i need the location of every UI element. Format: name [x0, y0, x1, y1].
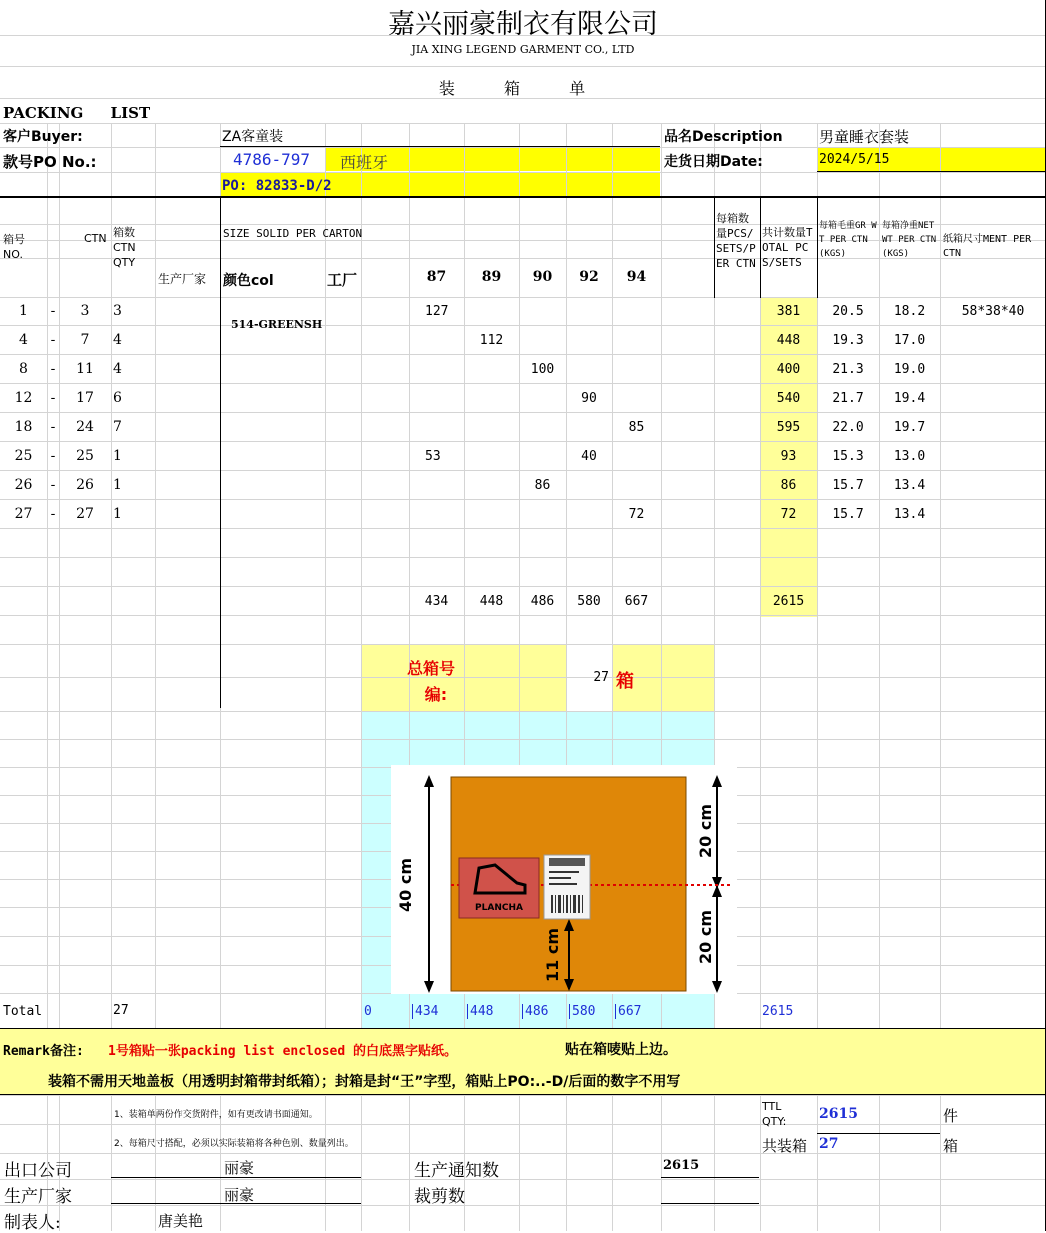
grid-line [661, 1095, 662, 1231]
row-size-qty: 72 [628, 507, 645, 522]
row-net-weight: 13.0 [893, 449, 926, 464]
grid-line [111, 1095, 112, 1231]
grid-line [661, 1203, 759, 1204]
row-dash: - [50, 419, 56, 435]
date-label: 走货日期Date: [664, 154, 763, 170]
size-total: 434 [424, 594, 449, 609]
ctn-total-value: 27 [819, 1136, 839, 1152]
arrow-head-icon [712, 775, 722, 787]
grid-line [0, 739, 1046, 740]
style-no-value: 4786-797 [233, 150, 311, 169]
grid-line [0, 172, 1046, 173]
yellow-fill [410, 148, 660, 171]
production-notice-label: 生产通知数 [414, 1161, 499, 1181]
size-head-89: 89 [481, 269, 502, 285]
row-dash: - [50, 361, 56, 377]
col-size-solid: SIZE SOLID PER CARTON [223, 227, 363, 240]
grid-line [760, 1095, 761, 1231]
company-name-en: JIA XING LEGEND GARMENT CO., LTD [411, 43, 635, 56]
brand-label-text: PLANCHA [475, 903, 523, 913]
row-from: 27 [14, 506, 33, 522]
row-size-qty: 53 [425, 449, 441, 464]
document-title-cn: 装 箱 单 [438, 79, 608, 98]
ttl-qty-unit: 件 [943, 1107, 959, 1125]
row-net-weight: 19.4 [893, 391, 926, 406]
total-boxes-unit: 箱 [616, 671, 634, 692]
buyer-value: ZA客童装 [222, 129, 284, 145]
row-to: 24 [76, 419, 94, 435]
row-dash: - [50, 477, 56, 493]
size-head-87: 87 [426, 269, 447, 285]
grid-line [0, 711, 1046, 712]
row-from: 26 [14, 477, 33, 493]
row-measurement: 58*38*40 [961, 304, 1025, 319]
row-from: 12 [14, 390, 33, 406]
row-net-weight: 18.2 [893, 304, 926, 319]
total-size-qty: 580 [569, 1004, 595, 1019]
row-qty: 3 [113, 303, 122, 319]
row-total: 448 [776, 333, 801, 348]
arrow-head-icon [712, 885, 722, 897]
row-qty: 1 [113, 448, 122, 464]
arrow-head-icon [424, 981, 434, 993]
remark-line-2: 装箱不需用天地盖板（用透明封箱带封纸箱）；封箱是封“王”字型，箱贴上PO:..-D/后面的数字不用写 [48, 1074, 681, 1090]
grid-line [0, 615, 1046, 616]
row-total: 400 [776, 362, 801, 377]
producer-value: 丽豪 [224, 1186, 255, 1204]
col-total-pcs: 共计数量TOTAL PCS/SETS [762, 226, 813, 269]
grid-line [817, 171, 1046, 172]
description-label: 品名Description [664, 129, 783, 145]
col-ctn-qty: 箱数CTN QTY [113, 226, 136, 269]
grid-line [0, 196, 1046, 198]
col-pcs-per-ctn: 每箱数量PCS/SETS/PER CTN [716, 212, 756, 270]
grid-line [817, 198, 818, 298]
row-dash: - [50, 303, 56, 319]
row-gross-weight: 20.5 [832, 304, 864, 319]
po-number: PO: 82833-D/2 [222, 178, 332, 194]
grid-line [0, 1179, 1046, 1180]
col-gross-weight: 每箱毛重GR WT PER CTN (KGS) [819, 221, 877, 259]
row-to: 11 [76, 361, 94, 377]
row-dash: - [50, 332, 56, 348]
grid-line [879, 1095, 880, 1231]
grid-line [47, 123, 48, 1029]
dim-20-top-text: 20 cm [696, 804, 715, 858]
row-qty: 6 [113, 390, 122, 406]
row-size-qty: 40 [581, 449, 597, 464]
row-net-weight: 13.4 [893, 507, 926, 522]
size-head-94: 94 [626, 269, 647, 285]
dim-11-text: 11 cm [543, 928, 562, 982]
row-qty: 1 [113, 506, 122, 522]
col-ctn: CTN [84, 232, 107, 245]
row-from: 4 [19, 332, 28, 348]
grid-line [760, 198, 761, 298]
row-total: 72 [780, 507, 797, 522]
row-to: 25 [76, 448, 94, 464]
grid-line [59, 123, 60, 1029]
grid-line [612, 1095, 613, 1231]
grand-total: 2615 [772, 594, 805, 609]
row-to: 26 [76, 477, 94, 493]
grid-line [361, 123, 362, 1029]
carton-diagram [391, 765, 737, 994]
grid-line [0, 1028, 1046, 1029]
size-total: 486 [530, 594, 555, 609]
total-size-qty: 448 [467, 1004, 493, 1019]
cut-count-label: 裁剪数 [414, 1187, 465, 1207]
row-gross-weight: 22.0 [832, 420, 864, 435]
row-size-qty: 127 [425, 304, 449, 319]
style-no-label: 款号PO No.: [3, 153, 97, 171]
arrow-head-icon [424, 775, 434, 787]
cyan-fill [661, 994, 714, 1028]
row-gross-weight: 15.7 [832, 507, 864, 522]
size-head-90: 90 [532, 269, 553, 285]
remark-line-1b: 贴在箱唛贴上边。 [565, 1042, 677, 1058]
ttl-qty-label-1: TTL [762, 1100, 782, 1113]
row-total: 540 [776, 391, 801, 406]
buyer-label: 客户Buyer: [3, 129, 83, 145]
grid-line [111, 123, 112, 1029]
row-total: 381 [776, 304, 801, 319]
color-name: 514-GREENSH [231, 318, 323, 331]
description-value: 男童睡衣套装 [819, 128, 910, 146]
grid-line [0, 297, 1046, 298]
grid-line [0, 1094, 1046, 1095]
row-net-weight: 17.0 [893, 333, 926, 348]
barcode-header [549, 858, 585, 866]
dim-20-bottom-text: 20 cm [696, 910, 715, 964]
grid-line [879, 123, 880, 1029]
grid-line [220, 198, 221, 708]
carton-diagram-svg [391, 765, 737, 994]
document-title-en: PACKING LIST [3, 104, 151, 122]
row-total: 595 [776, 420, 801, 435]
export-company-value: 丽豪 [224, 1159, 255, 1177]
row-to: 3 [80, 303, 90, 319]
remark-line-1: 1号箱贴一张packing list enclosed 的白底黑字贴纸。 [108, 1044, 458, 1059]
row-total: 86 [780, 478, 797, 493]
ctn-total-label: 共装箱 [762, 1137, 808, 1155]
size-total: 448 [479, 594, 504, 609]
grid-line [714, 1095, 715, 1231]
grid-line [0, 557, 1046, 558]
grid-line [817, 1095, 818, 1231]
producer-label: 生产厂家 [4, 1187, 72, 1207]
total-size-qty: 434 [412, 1004, 438, 1019]
row-from: 18 [14, 419, 33, 435]
grid-line [519, 1095, 520, 1231]
grid-line [220, 146, 660, 147]
grid-line [0, 441, 1046, 442]
row-qty: 4 [113, 332, 122, 348]
company-name-cn: 嘉兴丽豪制衣有限公司 [388, 9, 658, 40]
grid-line [566, 1095, 567, 1231]
grid-line [0, 1095, 1046, 1096]
grid-line [0, 383, 1046, 384]
row-total: 93 [780, 449, 797, 464]
grid-line [0, 1124, 1046, 1125]
total-size-qty: 667 [615, 1004, 641, 1019]
maker-label: 制表人: [4, 1213, 61, 1233]
date-value: 2024/5/15 [819, 152, 890, 167]
export-company-label: 出口公司 [4, 1161, 72, 1181]
grid-line [940, 1095, 941, 1231]
row-to: 17 [76, 390, 94, 406]
total-first: 0 [364, 1004, 372, 1019]
grid-line [0, 499, 1046, 500]
row-net-weight: 19.7 [893, 420, 926, 435]
grid-line [0, 470, 1046, 471]
grid-line [0, 528, 1046, 529]
row-from: 25 [14, 448, 33, 464]
row-qty: 4 [113, 361, 122, 377]
row-net-weight: 19.0 [893, 362, 926, 377]
col-factory: 生产厂家 [158, 272, 207, 286]
grid-line [940, 123, 941, 1029]
row-from: 8 [19, 361, 28, 377]
size-head-92: 92 [579, 269, 599, 285]
col-net-weight: 每箱净重NET WT PER CTN (KGS) [882, 221, 937, 259]
dim-40-text: 40 cm [396, 858, 415, 912]
grid-line [0, 123, 1046, 124]
note-2: 2、每箱尺寸搭配，必须以实际装箱将各种色别、数量列出。 [114, 1139, 354, 1149]
grid-line [361, 1095, 362, 1231]
col-box-no: 箱号NO. [3, 233, 25, 261]
arrow-head-icon [712, 981, 722, 993]
grid-line [0, 354, 1046, 355]
row-size-qty: 85 [628, 420, 645, 435]
col-color: 颜色col [223, 273, 274, 289]
row-from: 1 [19, 303, 28, 319]
size-total: 667 [624, 594, 649, 609]
row-dash: - [50, 390, 56, 406]
row-qty: 7 [113, 419, 122, 435]
row-gross-weight: 15.7 [832, 478, 864, 493]
grid-line [155, 123, 156, 1029]
total-ctn: 27 [113, 1003, 129, 1018]
total-boxes-label-1: 总箱号 [406, 659, 455, 678]
grid-line [0, 66, 1046, 67]
total-grand: 2615 [762, 1004, 794, 1019]
row-dash: - [50, 448, 56, 464]
row-size-qty: 90 [581, 391, 597, 406]
destination-country: 西班牙 [340, 153, 389, 172]
row-gross-weight: 21.7 [832, 391, 864, 406]
grid-line [0, 586, 1046, 587]
row-gross-weight: 15.3 [832, 449, 864, 464]
row-net-weight: 13.4 [893, 478, 926, 493]
yellow-fill [410, 172, 660, 196]
grid-line [0, 1153, 1046, 1154]
grid-line [0, 412, 1046, 413]
grid-line [0, 147, 1046, 148]
grid-line [409, 1095, 410, 1231]
row-size-qty: 86 [534, 478, 551, 493]
total-size-qty: 486 [522, 1004, 548, 1019]
grid-line [0, 644, 1046, 645]
row-qty: 1 [113, 477, 122, 493]
grid-line [661, 1177, 759, 1178]
col-workshop: 工厂 [327, 271, 358, 289]
grid-line [817, 1133, 940, 1134]
ctn-total-unit: 箱 [943, 1137, 959, 1155]
ttl-qty-label-2: QTY: [762, 1115, 787, 1128]
grid-line [325, 123, 326, 1029]
grid-line [0, 325, 1046, 326]
row-to: 27 [76, 506, 94, 522]
row-to: 7 [80, 332, 90, 348]
production-notice-value: 2615 [663, 1158, 700, 1173]
ttl-qty-value: 2615 [819, 1106, 858, 1122]
row-gross-weight: 21.3 [832, 362, 864, 377]
cyan-fill [361, 767, 391, 994]
remark-label: Remark备注: [3, 1044, 84, 1059]
row-size-qty: 112 [479, 333, 504, 348]
total-boxes-value: 27 [593, 670, 609, 685]
row-dash: - [50, 506, 56, 522]
row-gross-weight: 19.3 [832, 333, 864, 348]
grid-line [0, 1205, 1046, 1206]
grid-line [0, 677, 1046, 678]
total-label: Total [3, 1004, 43, 1019]
maker-value: 唐美艳 [158, 1212, 204, 1230]
size-total: 580 [577, 594, 601, 609]
total-boxes-label-2: 编: [424, 685, 448, 704]
row-size-qty: 100 [530, 362, 555, 377]
note-1: 1、装箱单两份作交货附件，如有更改请书面通知。 [114, 1110, 318, 1120]
col-measurement: 纸箱尺寸MENT PER CTN [943, 234, 1032, 259]
grid-line [714, 198, 715, 298]
grid-line [325, 1095, 326, 1231]
